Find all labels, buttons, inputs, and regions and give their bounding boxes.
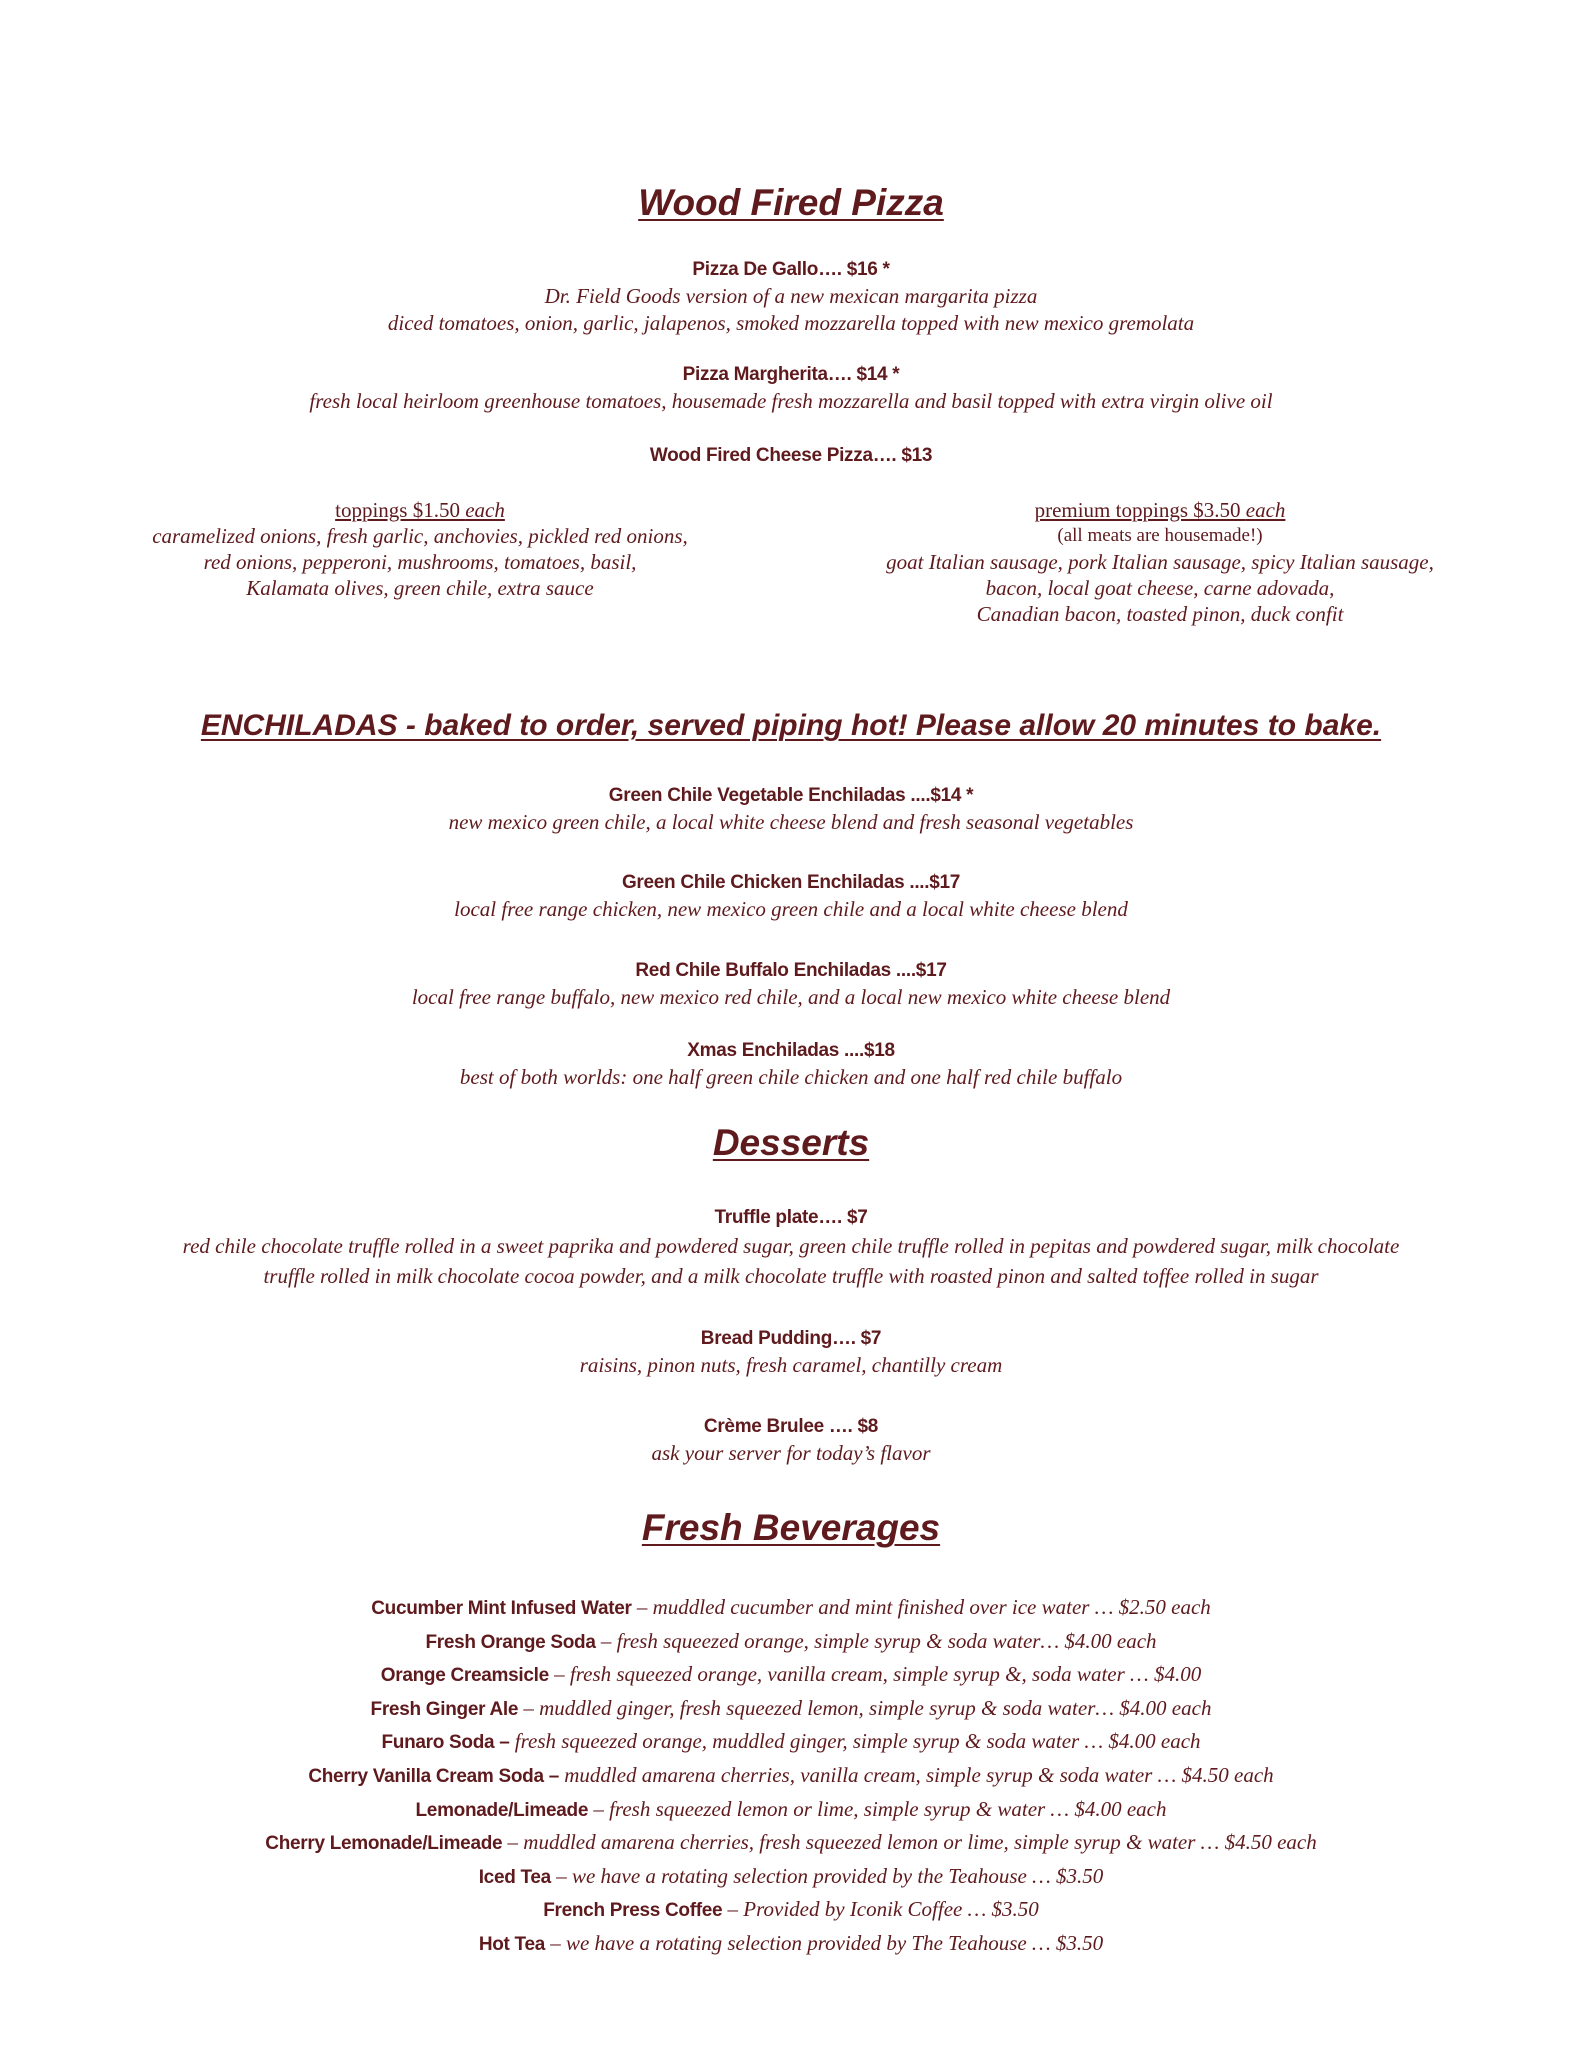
- menu-item-truffle-plate: [0, 1205, 1582, 1291]
- premium-toppings-note: (all meats are housemade!): [1057, 525, 1263, 546]
- beverage-name: Funaro Soda –: [381, 1732, 510, 1754]
- premium-toppings-each: each: [1245, 498, 1286, 522]
- beverage-name: Cherry Lemonade/Limeade: [265, 1833, 503, 1855]
- item-description: raisins, pinon nuts, fresh caramel, chantilly cream: [579, 1353, 1003, 1377]
- beverage-name: Fresh Orange Soda: [425, 1631, 596, 1653]
- beverage-name: Cherry Vanilla Cream Soda –: [308, 1765, 559, 1787]
- beverage-name: Fresh Ginger Ale: [370, 1698, 519, 1720]
- item-name: Wood Fired Cheese Pizza…. $13: [649, 445, 933, 466]
- item-name: Bread Pudding…. $7: [700, 1328, 882, 1349]
- menu-item-green-chile-vegetable-enchiladas: [0, 783, 1582, 836]
- menu-item-pizza-de-gallo: [0, 257, 1582, 337]
- toppings-line: Kalamata olives, green chile, extra sauce: [246, 576, 594, 600]
- beverage-description: fresh squeezed orange, muddled ginger, simple syrup & soda water … $4.00 each: [509, 1729, 1201, 1754]
- beverage-item: [0, 1626, 1582, 1660]
- beverage-item: [0, 1726, 1582, 1760]
- beverage-name: Cucumber Mint Infused Water: [371, 1598, 632, 1619]
- beverage-name: Iced Tea: [478, 1866, 551, 1888]
- item-description: Dr. Field Goods version of a new mexican margarita pizza: [544, 284, 1038, 308]
- toppings-price: toppings $1.50: [335, 498, 466, 522]
- menu-item-xmas-enchiladas: [0, 1038, 1582, 1091]
- item-description: red chile chocolate truffle rolled in a sweet paprika and powdered sugar, green chile truffle rolled in pepitas and powdered sugar, milk chocolate: [182, 1234, 1400, 1258]
- beverage-description: – we have a rotating selection provided by the Teahouse … $3.50: [550, 1863, 1104, 1888]
- toppings-line: caramelized onions, fresh garlic, anchovies, pickled red onions,: [152, 524, 688, 548]
- beverage-item: [0, 1894, 1582, 1928]
- beverage-name: Hot Tea: [478, 1933, 545, 1955]
- item-description: ask your server for today’s flavor: [651, 1441, 931, 1465]
- desserts-section-title: Desserts: [712, 1122, 870, 1163]
- beverage-description: – fresh squeezed orange, vanilla cream, simple syrup &, soda water … $4.00: [548, 1662, 1202, 1687]
- item-name: Green Chile Chicken Enchiladas ....$17: [621, 872, 961, 893]
- beverage-item: [0, 1928, 1582, 1962]
- item-description: truffle rolled in milk chocolate cocoa powder, and a milk chocolate truffle with roasted pinon and salted toffee rolled in sugar: [263, 1264, 1319, 1288]
- beverage-name: Lemonade/Limeade: [415, 1799, 589, 1821]
- beverage-item: [0, 1827, 1582, 1861]
- toppings-each: each: [465, 498, 505, 522]
- beverage-description: – fresh squeezed lemon or lime, simple syrup & water … $4.00 each: [588, 1796, 1167, 1821]
- premium-toppings-line: goat Italian sausage, pork Italian sausage, spicy Italian sausage,: [886, 550, 1434, 574]
- menu-item-cheese-pizza: [0, 443, 1582, 469]
- item-name: Green Chile Vegetable Enchiladas ....$14 *: [608, 785, 974, 806]
- beverage-description: – muddled amarena cherries, fresh squeezed lemon or lime, simple syrup & water … $4.50 each: [502, 1830, 1317, 1855]
- menu-item-green-chile-chicken-enchiladas: [0, 870, 1582, 923]
- item-description: local free range buffalo, new mexico red chile, and a local new mexico white cheese blend: [411, 985, 1171, 1009]
- beverage-description: – fresh squeezed orange, simple syrup & soda water… $4.00 each: [595, 1628, 1157, 1653]
- premium-toppings-line: Canadian bacon, toasted pinon, duck confit: [976, 602, 1344, 626]
- menu-item-creme-brulee: [0, 1414, 1582, 1467]
- beverage-item: [0, 1693, 1582, 1727]
- item-description: new mexico green chile, a local white cheese blend and fresh seasonal vegetables: [448, 810, 1134, 834]
- pizza-section-title: Wood Fired Pizza: [638, 182, 944, 223]
- beverage-description: muddled amarena cherries, vanilla cream, simple syrup & soda water … $4.50 each: [558, 1762, 1274, 1787]
- beverage-item: [0, 1760, 1582, 1794]
- item-name: Truffle plate…. $7: [714, 1207, 868, 1228]
- premium-toppings-price: premium toppings $3.50: [1034, 498, 1246, 522]
- toppings-list: [100, 497, 740, 601]
- beverage-item: [0, 1592, 1582, 1626]
- menu-item-bread-pudding: [0, 1326, 1582, 1379]
- beverage-item: [0, 1659, 1582, 1693]
- enchiladas-section-title: ENCHILADAS - baked to order, served piping hot! Please allow 20 minutes to bake.: [200, 709, 1382, 742]
- toppings-line: red onions, pepperoni, mushrooms, tomatoes, basil,: [203, 550, 637, 574]
- beverage-description: – muddled cucumber and mint finished over ice water … $2.50 each: [631, 1595, 1211, 1619]
- item-description: local free range chicken, new mexico green chile and a local white cheese blend: [454, 897, 1128, 921]
- toppings-heading: [335, 498, 505, 522]
- beverage-description: – Provided by Iconik Coffee … $3.50: [722, 1897, 1039, 1922]
- beverage-description: – muddled ginger, fresh squeezed lemon, simple syrup & soda water… $4.00 each: [518, 1695, 1212, 1720]
- beverage-name: French Press Coffee: [543, 1900, 723, 1922]
- item-description: best of both worlds: one half green chile chicken and one half red chile buffalo: [459, 1065, 1123, 1089]
- menu-item-red-chile-buffalo-enchiladas: [0, 958, 1582, 1011]
- beverages-section-title: Fresh Beverages: [641, 1507, 941, 1548]
- item-description: diced tomatoes, onion, garlic, jalapenos, smoked mozzarella topped with new mexico gremolata: [387, 311, 1195, 335]
- premium-toppings-list: [830, 497, 1490, 627]
- menu-item-pizza-margherita: [0, 362, 1582, 415]
- item-name: Pizza De Gallo…. $16 *: [692, 259, 890, 280]
- premium-toppings-heading: [1035, 498, 1286, 522]
- beverage-item: [0, 1861, 1582, 1895]
- beverage-list: [0, 1592, 1582, 1962]
- item-name: Red Chile Buffalo Enchiladas ....$17: [635, 960, 947, 981]
- premium-toppings-line: bacon, local goat cheese, carne adovada,: [985, 576, 1335, 600]
- item-name: Pizza Margherita…. $14 *: [682, 364, 900, 385]
- item-name: Crème Brulee …. $8: [703, 1416, 879, 1437]
- beverage-description: – we have a rotating selection provided by The Teahouse … $3.50: [544, 1930, 1104, 1955]
- beverage-name: Orange Creamsicle: [380, 1665, 549, 1687]
- item-description: fresh local heirloom greenhouse tomatoes, housemade fresh mozzarella and basil topped with extra virgin olive oil: [309, 389, 1273, 413]
- item-name: Xmas Enchiladas ....$18: [687, 1040, 895, 1061]
- beverage-item: [0, 1794, 1582, 1828]
